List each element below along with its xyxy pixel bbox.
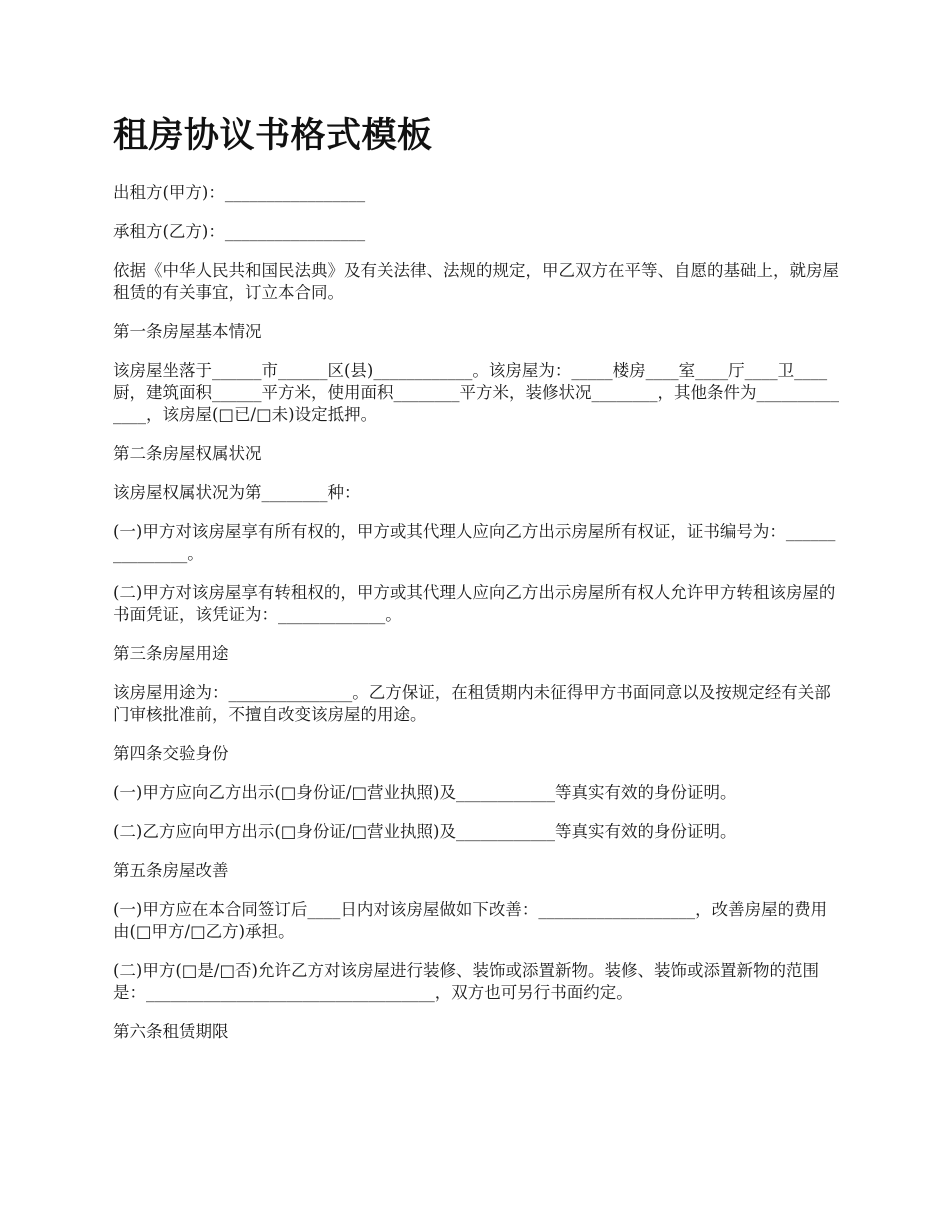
article-5-clause-1: (一)甲方应在本合同签订后____日内对该房屋做如下改善：___________________，改善房屋的费用由(□甲方/□乙方)承担。 [113, 900, 828, 941]
party-b-line: 承租方(乙方)：_________________ [113, 222, 366, 241]
document-title: 租房协议书格式模板 [113, 115, 433, 156]
article-2-heading: 第二条房屋权属状况 [113, 444, 262, 463]
article-5-clause-2: (二)甲方(□是/□否)允许乙方对该房屋进行装修、装饰或添置新物。装修、装饰或添置新物的范围是：___________________________________，双方也可另行书面约定。 [113, 961, 819, 1002]
document-page [113, 112, 843, 1060]
article-2-intro: 该房屋权属状况为第________种： [113, 483, 361, 502]
party-a-line: 出租方(甲方)：_________________ [113, 183, 366, 202]
article-3-body: 该房屋用途为：_______________。乙方保证，在租赁期内未征得甲方书面同意以及按规定经有关部门审核批准前，不擅自改变该房屋的用途。 [113, 683, 831, 724]
article-1-heading: 第一条房屋基本情况 [113, 322, 262, 341]
article-6-heading: 第六条租赁期限 [113, 1022, 229, 1041]
preamble-paragraph: 依据《中华人民共和国民法典》及有关法律、法规的规定，甲乙双方在平等、自愿的基础上，就房屋租赁的有关事宜，订立本合同。 [113, 261, 839, 302]
article-4-heading: 第四条交验身份 [113, 744, 229, 763]
article-1-body: 该房屋坐落于______市______区(县)____________。该房屋为：_____楼房____室____厅____卫____厨，建筑面积______平方米，使用面积________平方米，装修状况________，其他条件为______________，该房屋(□已/□未)设定抵押。 [113, 361, 839, 424]
article-2-clause-2: (二)甲方对该房屋享有转租权的，甲方或其代理人应向乙方出示房屋所有权人允许甲方转租该房屋的书面凭证，该凭证为：_____________。 [113, 583, 836, 624]
article-2-clause-1: (一)甲方对该房屋享有所有权的，甲方或其代理人应向乙方出示房屋所有权证，证书编号为：_______________。 [113, 522, 836, 563]
article-4-clause-1: (一)甲方应向乙方出示(□身份证/□营业执照)及____________等真实有效的身份证明。 [113, 783, 737, 802]
article-3-heading: 第三条房屋用途 [113, 644, 229, 663]
article-5-heading: 第五条房屋改善 [113, 861, 229, 880]
article-4-clause-2: (二)乙方应向甲方出示(□身份证/□营业执照)及____________等真实有效的身份证明。 [113, 822, 737, 841]
